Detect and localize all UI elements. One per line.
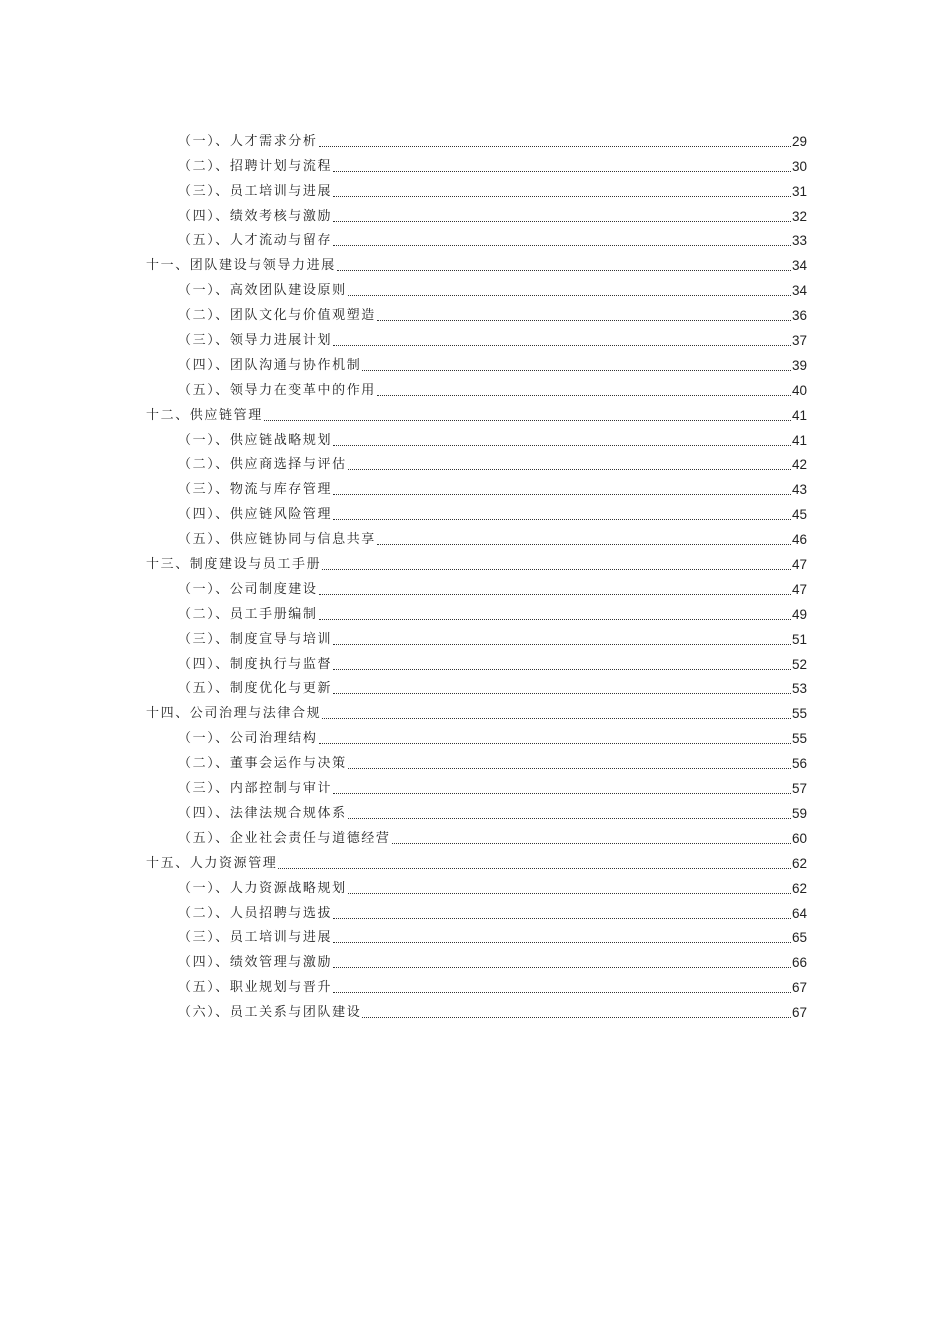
toc-entry-title: （五）、供应链协同与信息共享 [178,532,376,548]
toc-section-entry[interactable] [146,747,807,772]
toc-page-number: 66 [791,955,807,971]
toc-entry-title: 十四、公司治理与法律合规 [146,706,322,722]
toc-dot-leader [264,420,791,421]
toc-entry-title: （三）、内部控制与审计 [178,781,333,797]
toc-page-number: 56 [791,756,807,772]
toc-entry-title: （一）、人才需求分析 [178,133,318,149]
toc-dot-leader [333,171,791,172]
toc-entry-title: （四）、团队沟通与协作机制 [178,357,362,373]
toc-page-number: 55 [791,731,807,747]
toc-section-entry[interactable] [146,523,807,548]
toc-entry-title: 十五、人力资源管理 [146,855,278,871]
toc-dot-leader [348,295,791,296]
toc-dot-leader [333,918,791,919]
toc-entry-title: （五）、领导力在变革中的作用 [178,382,376,398]
toc-entry-title: （四）、供应链风险管理 [178,507,333,523]
toc-dot-leader [333,445,791,446]
toc-section-entry[interactable] [146,971,807,996]
toc-dot-leader [348,818,791,819]
toc-dot-leader [322,718,791,719]
toc-page-number: 33 [791,233,807,249]
toc-dot-leader [333,793,791,794]
toc-section-entry[interactable] [146,498,807,523]
toc-section-entry[interactable] [146,996,807,1021]
toc-chapter-entry[interactable] [146,697,807,722]
toc-page-number: 34 [791,283,807,299]
toc-section-entry[interactable] [146,374,807,399]
toc-section-entry[interactable] [146,946,807,971]
toc-section-entry[interactable] [146,299,807,324]
toc-page-number: 31 [791,183,807,199]
toc-page-number: 29 [791,133,807,149]
toc-page-number: 47 [791,581,807,597]
toc-page-number: 40 [791,382,807,398]
toc-page-number: 51 [791,631,807,647]
toc-page-number: 41 [791,407,807,423]
toc-entry-title: （四）、制度执行与监督 [178,656,333,672]
toc-page-number: 65 [791,930,807,946]
toc-section-entry[interactable] [146,324,807,349]
toc-section-entry[interactable] [146,274,807,299]
toc-dot-leader [333,494,791,495]
toc-entry-title: （二）、人员招聘与选拔 [178,905,333,921]
toc-page-number: 32 [791,208,807,224]
toc-dot-leader [319,146,791,147]
toc-section-entry[interactable] [146,822,807,847]
toc-page-number: 36 [791,308,807,324]
toc-entry-title: （一）、高效团队建设原则 [178,283,347,299]
toc-section-entry[interactable] [146,150,807,175]
toc-page-number: 34 [791,258,807,274]
toc-page-number: 64 [791,905,807,921]
toc-entry-title: （二）、团队文化与价值观塑造 [178,308,376,324]
toc-dot-leader [333,245,791,246]
toc-dot-leader [362,370,791,371]
toc-dot-leader [377,544,791,545]
toc-section-entry[interactable] [146,897,807,922]
toc-section-entry[interactable] [146,200,807,225]
toc-section-entry[interactable] [146,673,807,698]
toc-entry-title: （一）、人力资源战略规划 [178,880,347,896]
toc-page-number: 59 [791,805,807,821]
toc-dot-leader [377,320,791,321]
toc-section-entry[interactable] [146,623,807,648]
toc-page-number: 41 [791,432,807,448]
table-of-contents [146,125,807,1021]
toc-section-entry[interactable] [146,797,807,822]
toc-entry-title: 十二、供应链管理 [146,407,263,423]
toc-section-entry[interactable] [146,125,807,150]
toc-section-entry[interactable] [146,225,807,250]
toc-dot-leader [333,644,791,645]
toc-dot-leader [333,196,791,197]
toc-page-number: 42 [791,457,807,473]
toc-section-entry[interactable] [146,349,807,374]
toc-entry-title: （一）、公司治理结构 [178,731,318,747]
toc-section-entry[interactable] [146,872,807,897]
toc-entry-title: （三）、员工培训与进展 [178,930,333,946]
toc-entry-title: （二）、董事会运作与决策 [178,756,347,772]
toc-page-number: 39 [791,357,807,373]
toc-entry-title: （一）、供应链战略规划 [178,432,333,448]
toc-section-entry[interactable] [146,473,807,498]
toc-entry-title: （二）、供应商选择与评估 [178,457,347,473]
toc-entry-title: （三）、物流与库存管理 [178,482,333,498]
toc-dot-leader [348,768,791,769]
toc-entry-title: 十三、制度建设与员工手册 [146,557,322,573]
toc-page-number: 46 [791,532,807,548]
toc-page-number: 37 [791,333,807,349]
toc-dot-leader [333,967,791,968]
toc-chapter-entry[interactable] [146,399,807,424]
toc-section-entry[interactable] [146,424,807,449]
toc-entry-title: （五）、制度优化与更新 [178,681,333,697]
toc-page-number: 49 [791,606,807,622]
toc-page-number: 67 [791,1005,807,1021]
toc-page-number: 57 [791,781,807,797]
toc-page-number: 55 [791,706,807,722]
toc-page-number: 52 [791,656,807,672]
toc-dot-leader [322,569,791,570]
toc-section-entry[interactable] [146,648,807,673]
toc-dot-leader [348,469,791,470]
toc-entry-title: （四）、法律法规合规体系 [178,805,347,821]
toc-page-number: 45 [791,507,807,523]
toc-entry-title: （三）、领导力进展计划 [178,333,333,349]
toc-entry-title: （五）、人才流动与留存 [178,233,333,249]
toc-dot-leader [348,893,791,894]
toc-entry-title: （四）、绩效管理与激励 [178,955,333,971]
toc-page-number: 30 [791,158,807,174]
toc-section-entry[interactable] [146,175,807,200]
toc-dot-leader [333,942,791,943]
toc-section-entry[interactable] [146,722,807,747]
toc-dot-leader [333,519,791,520]
toc-section-entry[interactable] [146,772,807,797]
toc-dot-leader [333,345,791,346]
toc-entry-title: （五）、企业社会责任与道德经营 [178,830,391,846]
toc-entry-title: （五）、职业规划与晋升 [178,980,333,996]
toc-dot-leader [392,843,791,844]
toc-chapter-entry[interactable] [146,847,807,872]
toc-page-number: 60 [791,830,807,846]
toc-page-number: 62 [791,855,807,871]
toc-section-entry[interactable] [146,922,807,947]
toc-page-number: 43 [791,482,807,498]
toc-dot-leader [333,221,791,222]
toc-entry-title: （三）、员工培训与进展 [178,183,333,199]
toc-chapter-entry[interactable] [146,548,807,573]
toc-entry-title: （四）、绩效考核与激励 [178,208,333,224]
toc-dot-leader [333,693,791,694]
toc-entry-title: （一）、公司制度建设 [178,581,318,597]
toc-dot-leader [377,395,791,396]
toc-entry-title: （三）、制度宣导与培训 [178,631,333,647]
toc-section-entry[interactable] [146,449,807,474]
toc-entry-title: （六）、员工关系与团队建设 [178,1005,362,1021]
toc-page-number: 47 [791,557,807,573]
toc-dot-leader [362,1017,791,1018]
toc-dot-leader [333,669,791,670]
toc-section-entry[interactable] [146,598,807,623]
toc-dot-leader [319,594,791,595]
toc-dot-leader [319,743,791,744]
toc-page-number: 53 [791,681,807,697]
toc-entry-title: 十一、团队建设与领导力进展 [146,258,336,274]
toc-dot-leader [319,619,791,620]
toc-section-entry[interactable] [146,573,807,598]
toc-dot-leader [337,270,791,271]
toc-page-number: 67 [791,980,807,996]
toc-dot-leader [333,992,791,993]
toc-page-number: 62 [791,880,807,896]
toc-dot-leader [278,868,791,869]
toc-chapter-entry[interactable] [146,249,807,274]
toc-entry-title: （二）、员工手册编制 [178,606,318,622]
toc-entry-title: （二）、招聘计划与流程 [178,158,333,174]
